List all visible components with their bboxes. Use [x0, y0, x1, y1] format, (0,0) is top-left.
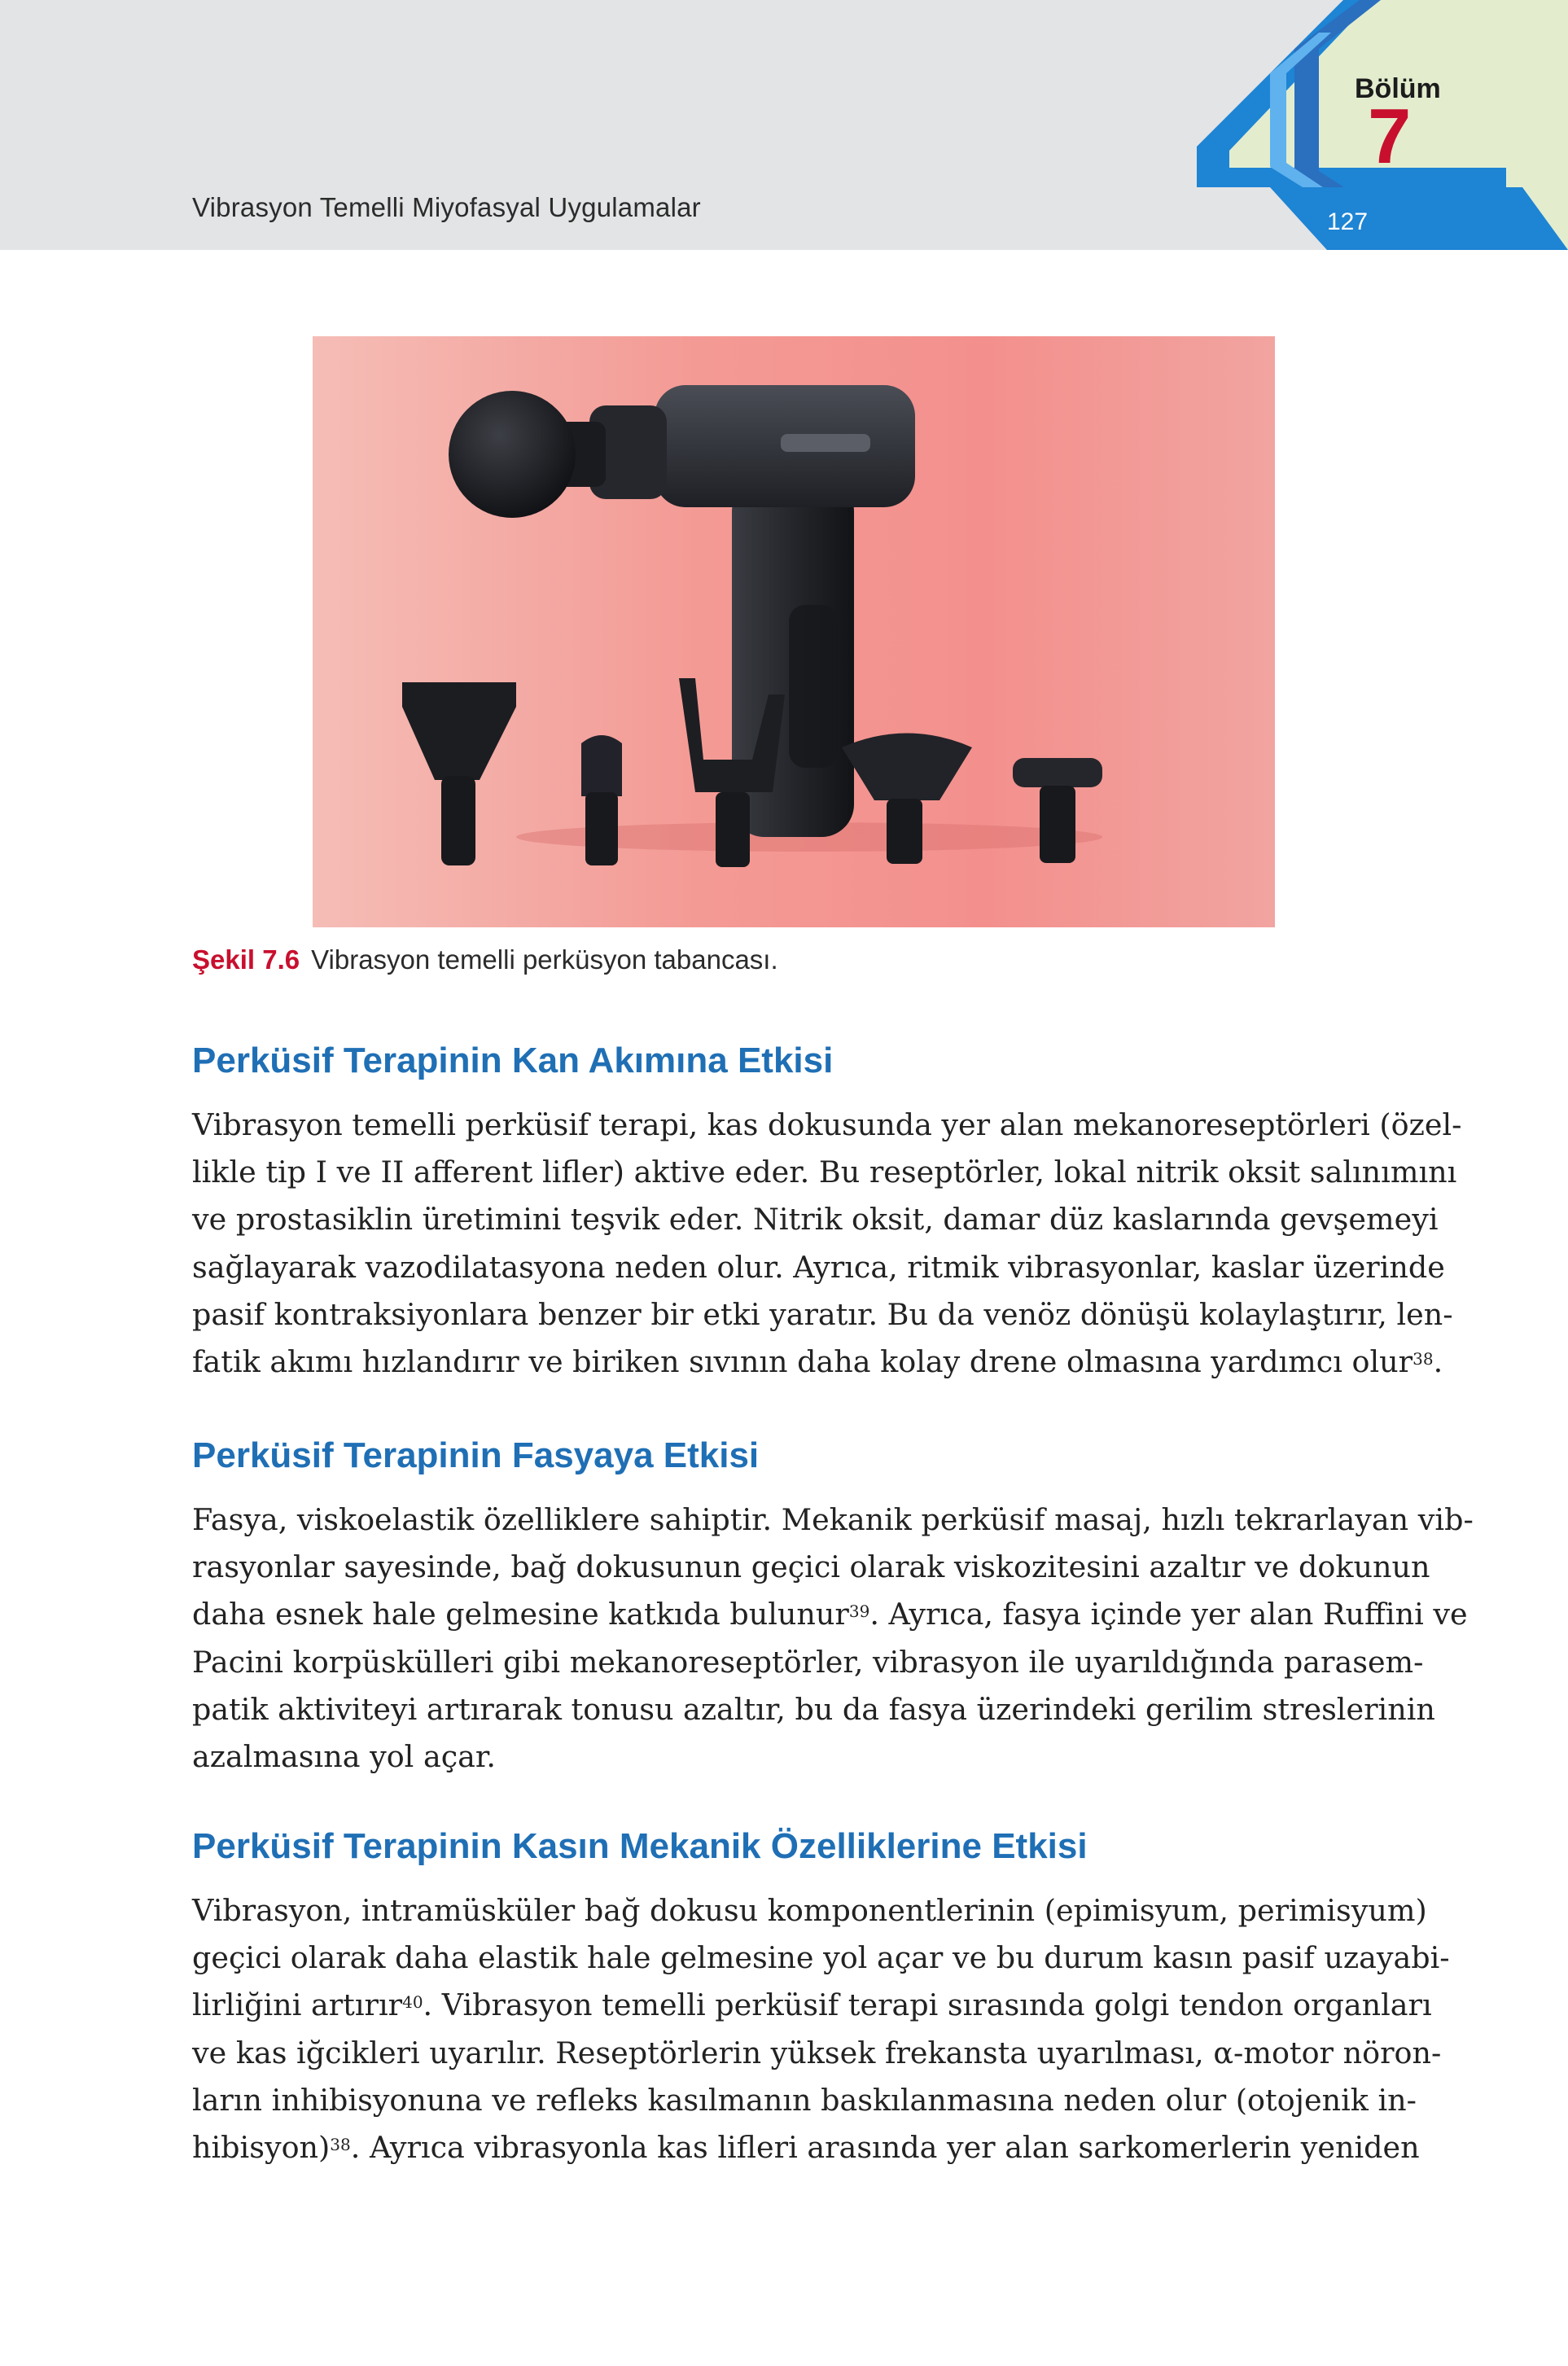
chapter-tab-bottom-band: [1270, 187, 1568, 250]
body-line: patik aktiviteyi artırarak tonusu azaltır, bu da fasya üzerindeki gerilim streslerinin: [192, 1691, 1435, 1727]
body-line: [192, 2124, 1420, 2171]
body-line-text: daha esnek hale gelmesine katkıda bulunur: [192, 1597, 849, 1632]
reference-number: 38: [1413, 1349, 1434, 1369]
section-heading-blood-flow: Perküsif Terapinin Kan Akımına Etkisi: [192, 1041, 834, 1080]
attachment-flat: [1013, 758, 1102, 863]
body-line-text: hibisyon): [192, 2130, 331, 2166]
chapter-label: Bölüm: [1355, 73, 1441, 104]
body-line-tail: . Vibrasyon temelli perküsif terapi sırasında golgi tendon organları: [423, 1987, 1432, 2023]
body-line: geçici olarak daha elastik hale gelmesine yol açar ve bu durum kasın pasif uzayabi-: [192, 1940, 1450, 1976]
body-line-text: fatik akımı hızlandırır ve biriken sıvının daha kolay drene olmasına yardımcı olur: [192, 1344, 1413, 1380]
body-line: likle tip I ve II afferent lifler) aktive eder. Bu reseptörler, lokal nitrik oksit salınımını: [192, 1155, 1457, 1190]
reference-number: 38: [330, 2135, 351, 2155]
attachment-bullet: [581, 735, 622, 865]
figure-image: [313, 336, 1275, 927]
figure-caption-label: Şekil 7.6: [192, 944, 300, 975]
grip-texture: [789, 605, 838, 768]
section-body-muscle-mechanics: [192, 1887, 1450, 2171]
body-line: Vibrasyon temelli perküsif terapi, kas dokusunda yer alan mekanoreseptörleri (özel-: [192, 1107, 1462, 1142]
percussion-gun-illustration: [313, 336, 1275, 927]
body-line: Vibrasyon, intramüsküler bağ dokusu komponentlerinin (epimisyum, perimisyum): [192, 1893, 1427, 1928]
body-line: Pacini korpüskülleri gibi mekanoreseptörler, vibrasyon ile uyarıldığında parasem-: [192, 1644, 1424, 1680]
section-body-blood-flow: [192, 1102, 1462, 1386]
body-line-tail: . Ayrıca vibrasyonla kas lifleri arasında yer alan sarkomerlerin yeniden: [350, 2130, 1420, 2166]
chapter-number: 7: [1368, 93, 1412, 180]
gun-display: [781, 434, 870, 452]
figure-caption: [192, 944, 778, 975]
reference-number: 40: [402, 1992, 423, 2013]
body-line: azalmasına yol açar.: [192, 1739, 496, 1775]
body-line: pasif kontraksiyonlara benzer bir etki yaratır. Bu da venöz dönüşü kolaylaştırır, len-: [192, 1296, 1453, 1332]
figure-caption-text: Vibrasyon temelli perküsyon tabancası.: [311, 944, 778, 975]
attachment-wedge: [402, 682, 516, 865]
body-line: rasyonlar sayesinde, bağ dokusunun geçici olarak viskozitesini azaltır ve dokunun: [192, 1549, 1430, 1585]
reference-number: 39: [848, 1601, 870, 1622]
body-line: ların inhibisyonuna ve refleks kasılmanın baskılanmasına neden olur (otojenik in-: [192, 2082, 1417, 2118]
section-heading-fascia: Perküsif Terapinin Fasyaya Etkisi: [192, 1435, 760, 1475]
ball-head: [449, 391, 576, 518]
body-line: [192, 1591, 1468, 1638]
body-line: fatik akımı hızlandırır ve biriken sıvının daha kolay drene olmasına yardımcı olur$^{38}$.: [192, 1344, 1443, 1380]
body-line: ve prostasiklin üretimini teşvik eder. Nitrik oksit, damar düz kaslarında gevşemeyi: [192, 1202, 1439, 1238]
body-line: [192, 1982, 1432, 2029]
body-line: sağlayarak vazodilatasyona neden olur. Ayrıca, ritmik vibrasyonlar, kaslar üzerinde: [192, 1249, 1445, 1285]
section-heading-muscle-mechanics: Perküsif Terapinin Kasın Mekanik Özelliklerine Etkisi: [192, 1826, 1088, 1866]
page-number: 127: [1327, 208, 1369, 235]
section-body-fascia: [192, 1496, 1474, 1781]
body-line-tail: . Ayrıca, fasya içinde yer alan Ruffini ve: [869, 1597, 1468, 1632]
body-line: ve kas iğcikleri uyarılır. Reseptörlerin yüksek frekansta uyarılması, α-motor nöron-: [192, 2035, 1442, 2070]
body-line: Fasya, viskoelastik özelliklere sahiptir. Mekanik perküsif masaj, hızlı tekrarlayan vib-: [192, 1502, 1474, 1537]
running-title: Vibrasyon Temelli Miyofasyal Uygulamalar: [192, 192, 701, 222]
body-line-text: lirliğini artırır: [192, 1987, 403, 2023]
